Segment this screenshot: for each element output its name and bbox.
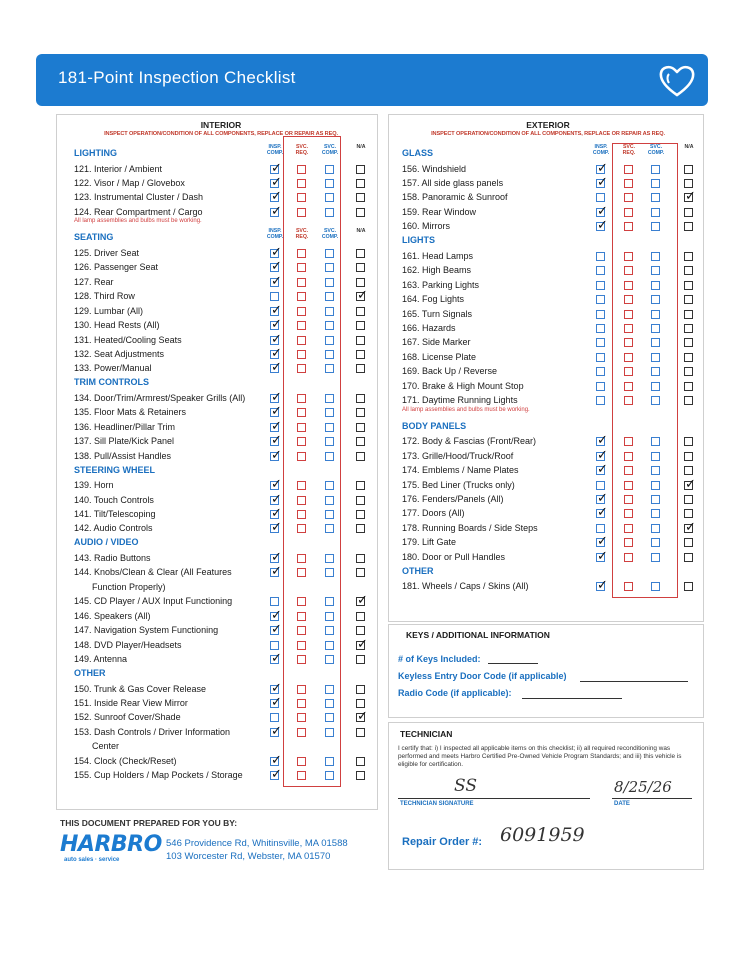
exterior-column bbox=[392, 120, 704, 137]
checkbox-insp[interactable] bbox=[596, 367, 605, 376]
check-mark-icon: ✓ bbox=[271, 621, 282, 637]
item-label: 140. Touch Controls bbox=[74, 494, 154, 505]
item-label: 180. Door or Pull Handles bbox=[402, 551, 506, 562]
interior-column bbox=[64, 120, 378, 137]
signature-label: TECHNICIAN SIGNATURE bbox=[400, 801, 474, 807]
checklist-row bbox=[74, 693, 394, 711]
checkbox-na[interactable] bbox=[356, 699, 365, 708]
check-mark-icon: ✓ bbox=[597, 547, 608, 563]
checkbox-insp[interactable] bbox=[596, 266, 605, 275]
checkbox-na[interactable] bbox=[684, 179, 693, 188]
checklist-row bbox=[74, 650, 394, 667]
checkbox-na[interactable] bbox=[356, 612, 365, 621]
keys-title: KEYS / ADDITIONAL INFORMATION bbox=[406, 630, 550, 640]
checklist-row bbox=[74, 344, 394, 362]
item-label: 147. Navigation System Functioning bbox=[74, 625, 219, 636]
checklist-row bbox=[74, 359, 394, 376]
check-mark-icon: ✓ bbox=[271, 243, 282, 259]
section-note: All lamp assemblies and bulbs must be working. bbox=[402, 406, 530, 413]
checkbox-na[interactable] bbox=[356, 350, 365, 359]
item-label: 153. Dash Controls / Driver Information bbox=[74, 726, 231, 737]
checkbox-na[interactable] bbox=[684, 582, 693, 591]
check-mark-icon: ✓ bbox=[597, 159, 608, 175]
checkbox-na[interactable] bbox=[356, 263, 365, 272]
column-header-svc-req: SVC. REQ. bbox=[622, 144, 636, 156]
checkbox-insp[interactable] bbox=[596, 324, 605, 333]
item-label: 145. CD Player / AUX Input Functioning bbox=[74, 596, 233, 607]
checklist-row bbox=[74, 432, 394, 449]
checkbox-insp[interactable] bbox=[596, 310, 605, 319]
checklist-row bbox=[74, 490, 394, 508]
checkbox-na[interactable] bbox=[356, 336, 365, 345]
item-label: 132. Seat Adjustments bbox=[74, 348, 165, 359]
check-mark-icon: ✓ bbox=[271, 258, 282, 274]
check-mark-icon: ✓ bbox=[597, 202, 608, 218]
check-mark-icon: ✓ bbox=[271, 476, 282, 492]
column-header-na: N/A bbox=[356, 228, 366, 235]
checklist-row bbox=[74, 519, 394, 536]
header-banner bbox=[36, 54, 708, 106]
repair-order-value: 6091959 bbox=[500, 824, 585, 846]
checkbox-na[interactable] bbox=[356, 437, 365, 446]
item-label: Center bbox=[92, 741, 120, 752]
checklist-row bbox=[74, 592, 394, 609]
keyless-label: Keyless Entry Door Code (if applicable) bbox=[398, 671, 567, 681]
check-mark-icon: ✓ bbox=[357, 635, 368, 651]
item-label: 159. Rear Window bbox=[402, 206, 477, 217]
item-label: 138. Pull/Assist Handles bbox=[74, 450, 172, 461]
section-title: SEATING bbox=[74, 232, 114, 243]
checkbox-na[interactable] bbox=[356, 728, 365, 737]
check-mark-icon: ✓ bbox=[271, 202, 282, 218]
check-mark-icon: ✓ bbox=[271, 188, 282, 204]
check-mark-icon: ✓ bbox=[271, 432, 282, 448]
check-mark-icon: ✓ bbox=[271, 606, 282, 622]
section-title: OTHER bbox=[74, 668, 106, 678]
check-mark-icon: ✓ bbox=[597, 446, 608, 462]
technician-signature: SS bbox=[454, 776, 477, 796]
checkbox-insp[interactable] bbox=[596, 252, 605, 261]
heart-icon bbox=[658, 64, 696, 98]
item-label: 161. Head Lamps bbox=[402, 250, 474, 261]
item-label: 170. Brake & High Mount Stop bbox=[402, 380, 524, 391]
checklist-row bbox=[74, 476, 394, 493]
check-mark-icon: ✓ bbox=[597, 577, 608, 593]
checkbox-na[interactable] bbox=[356, 757, 365, 766]
address-line-2: 103 Worcester Rd, Webster, MA 01570 bbox=[166, 851, 331, 862]
check-mark-icon: ✓ bbox=[271, 272, 282, 288]
checklist-row bbox=[74, 316, 394, 333]
checkbox-na[interactable] bbox=[684, 310, 693, 319]
item-label: 178. Running Boards / Side Steps bbox=[402, 522, 538, 533]
item-label: 166. Hazards bbox=[402, 323, 456, 333]
item-label: 146. Speakers (All) bbox=[74, 610, 151, 621]
item-label: 156. Windshield bbox=[402, 163, 467, 174]
item-label: 175. Bed Liner (Trucks only) bbox=[402, 479, 515, 490]
radio-field[interactable] bbox=[522, 698, 622, 699]
column-header-na: N/A bbox=[684, 144, 694, 150]
checklist-row bbox=[74, 635, 394, 653]
checkbox-insp[interactable] bbox=[596, 295, 605, 304]
item-label: 133. Power/Manual bbox=[74, 363, 152, 374]
date-value: 8/25/26 bbox=[614, 778, 672, 796]
checkbox-na[interactable] bbox=[684, 222, 693, 231]
item-label: 139. Horn bbox=[74, 480, 114, 491]
item-label: 126. Passenger Seat bbox=[74, 262, 159, 273]
checkbox-na[interactable] bbox=[684, 509, 693, 518]
check-mark-icon: ✓ bbox=[271, 316, 282, 332]
check-mark-icon: ✓ bbox=[271, 548, 282, 564]
item-label: 136. Headliner/Pillar Trim bbox=[74, 421, 176, 432]
checkbox-insp[interactable] bbox=[596, 396, 605, 405]
interior-heading: INTERIOR bbox=[200, 120, 242, 130]
checklist-row bbox=[74, 679, 394, 697]
repair-order-label: Repair Order #: bbox=[402, 836, 483, 848]
check-mark-icon: ✓ bbox=[271, 159, 282, 175]
checkbox-na[interactable] bbox=[356, 554, 365, 563]
checkbox-na[interactable] bbox=[356, 208, 365, 217]
item-label: 167. Side Marker bbox=[402, 337, 471, 348]
item-label: 125. Driver Seat bbox=[74, 247, 140, 258]
check-mark-icon: ✓ bbox=[271, 446, 282, 462]
checkbox-na[interactable] bbox=[684, 367, 693, 376]
checklist-row bbox=[74, 403, 394, 420]
exterior-subheading: INSPECT OPERATION/CONDITION OF ALL COMPONENTS, REPLACE OR REPAIR AS REQ. bbox=[431, 131, 665, 137]
item-label: 171. Daytime Running Lights bbox=[402, 395, 518, 406]
checkbox-insp[interactable] bbox=[596, 338, 605, 347]
item-label: 148. DVD Player/Headsets bbox=[74, 639, 182, 650]
checklist-row bbox=[74, 272, 394, 290]
check-mark-icon: ✓ bbox=[597, 432, 608, 448]
checkbox-na[interactable] bbox=[684, 295, 693, 304]
item-label: 143. Radio Buttons bbox=[74, 552, 151, 563]
checkbox-na[interactable] bbox=[684, 353, 693, 362]
check-mark-icon: ✓ bbox=[685, 188, 696, 204]
item-label: 173. Grille/Hood/Truck/Roof bbox=[402, 450, 514, 461]
item-label: 158. Panoramic & Sunroof bbox=[402, 192, 508, 203]
checkbox-na[interactable] bbox=[356, 568, 365, 577]
checkbox-na[interactable] bbox=[356, 179, 365, 188]
checkbox-insp[interactable] bbox=[270, 292, 279, 301]
item-label: 124. Rear Compartment / Cargo bbox=[74, 206, 203, 217]
item-label: 154. Clock (Check/Reset) bbox=[74, 755, 177, 766]
section-title: GLASS bbox=[402, 148, 434, 158]
section-title: OTHER bbox=[402, 565, 434, 576]
check-mark-icon: ✓ bbox=[597, 173, 608, 189]
item-label: 174. Emblems / Name Plates bbox=[402, 465, 519, 476]
check-mark-icon: ✓ bbox=[271, 766, 282, 782]
certify-text: I certify that: i) I inspected all applicable items on this checklist; ii) all required reconditioning was performed and meets Harbro Certified Pre-Owned Vehicle Program Standards; and iii) this vehicle is eligible for certification. bbox=[398, 745, 682, 768]
checklist-row bbox=[74, 188, 394, 205]
harbro-logo bbox=[60, 832, 162, 863]
check-mark-icon: ✓ bbox=[271, 563, 282, 579]
checkbox-na[interactable] bbox=[356, 307, 365, 316]
column-header-svc-comp: SVC. COMP. bbox=[321, 144, 339, 156]
checkbox-na[interactable] bbox=[684, 495, 693, 504]
column-header-insp: INSP. COMP. bbox=[592, 144, 610, 156]
logo-text: HARBRO bbox=[60, 832, 162, 857]
check-mark-icon: ✓ bbox=[271, 359, 282, 375]
checkbox-na[interactable] bbox=[356, 452, 365, 461]
section-title: LIGHTS bbox=[402, 235, 435, 246]
checkbox-na[interactable] bbox=[684, 553, 693, 562]
checklist-row bbox=[74, 446, 394, 464]
section-title: BODY PANELS bbox=[402, 420, 467, 431]
checkbox-na[interactable] bbox=[684, 165, 693, 174]
logo-subtext: auto sales · service bbox=[64, 857, 120, 863]
checklist-row bbox=[74, 621, 394, 638]
item-label: 137. Sill Plate/Kick Panel bbox=[74, 436, 175, 447]
signature-line bbox=[398, 798, 590, 799]
checkbox-na[interactable] bbox=[356, 193, 365, 202]
checkbox-na[interactable] bbox=[356, 771, 365, 780]
check-mark-icon: ✓ bbox=[271, 722, 282, 738]
item-label: 142. Audio Controls bbox=[74, 523, 153, 534]
check-mark-icon: ✓ bbox=[271, 693, 282, 709]
checkbox-insp[interactable] bbox=[596, 481, 605, 490]
section-title: LIGHTING bbox=[74, 148, 117, 158]
checkbox-na[interactable] bbox=[356, 364, 365, 373]
check-mark-icon: ✓ bbox=[271, 490, 282, 506]
checklist-row bbox=[74, 722, 394, 740]
item-label: 155. Cup Holders / Map Pockets / Storage bbox=[74, 770, 243, 781]
check-mark-icon: ✓ bbox=[597, 217, 608, 233]
section-title: AUDIO / VIDEO bbox=[74, 537, 139, 548]
checkbox-insp[interactable] bbox=[596, 382, 605, 391]
exterior-heading: EXTERIOR bbox=[526, 120, 570, 130]
check-mark-icon: ✓ bbox=[271, 505, 282, 520]
check-mark-icon: ✓ bbox=[271, 388, 282, 404]
checkbox-na[interactable] bbox=[356, 685, 365, 694]
checkbox-na[interactable] bbox=[684, 252, 693, 261]
checkbox-na[interactable] bbox=[684, 338, 693, 347]
item-label: Function Properly) bbox=[92, 581, 166, 592]
item-label: 176. Fenders/Panels (All) bbox=[402, 494, 504, 504]
checklist-row bbox=[74, 708, 394, 725]
check-mark-icon: ✓ bbox=[271, 650, 282, 666]
checklist-row bbox=[74, 563, 394, 580]
checklist-row bbox=[74, 740, 394, 754]
check-mark-icon: ✓ bbox=[271, 417, 282, 433]
checkbox-na[interactable] bbox=[684, 466, 693, 475]
section-title: TRIM CONTROLS bbox=[74, 377, 149, 388]
date-label: DATE bbox=[614, 801, 630, 807]
item-label: 179. Lift Gate bbox=[402, 537, 457, 548]
item-label: 168. License Plate bbox=[402, 351, 477, 362]
checkbox-na[interactable] bbox=[356, 408, 365, 417]
item-label: 177. Doors (All) bbox=[402, 508, 465, 519]
item-label: 181. Wheels / Caps / Skins (All) bbox=[402, 581, 529, 592]
checklist-row bbox=[74, 417, 394, 435]
technician-title: TECHNICIAN bbox=[400, 729, 453, 739]
checklist-row bbox=[74, 287, 394, 304]
item-label: 150. Trunk & Gas Cover Release bbox=[74, 683, 207, 694]
check-mark-icon: ✓ bbox=[271, 679, 282, 695]
page-title: 181-Point Inspection Checklist bbox=[58, 68, 296, 87]
item-label: 162. High Beams bbox=[402, 265, 472, 276]
check-mark-icon: ✓ bbox=[597, 490, 608, 505]
item-label: 135. Floor Mats & Retainers bbox=[74, 407, 187, 418]
section-title: STEERING WHEEL bbox=[74, 464, 156, 475]
address-line-1: 546 Providence Rd, Whitinsville, MA 01588 bbox=[166, 838, 348, 849]
checklist-row bbox=[74, 301, 394, 319]
checkbox-na[interactable] bbox=[356, 626, 365, 635]
check-mark-icon: ✓ bbox=[271, 519, 282, 535]
checkbox-insp[interactable] bbox=[596, 281, 605, 290]
check-mark-icon: ✓ bbox=[271, 344, 282, 360]
item-label: 123. Instrumental Cluster / Dash bbox=[74, 192, 204, 203]
column-header-na: N/A bbox=[356, 144, 366, 150]
checklist-row bbox=[74, 159, 394, 177]
item-label: 157. All side glass panels bbox=[402, 177, 504, 188]
check-mark-icon: ✓ bbox=[685, 475, 696, 491]
item-label: 129. Lumbar (All) bbox=[74, 305, 144, 316]
column-header-svc-comp: SVC. COMP. bbox=[321, 228, 339, 241]
checklist-row bbox=[74, 243, 394, 261]
checklist-row bbox=[74, 606, 394, 624]
checkbox-na[interactable] bbox=[356, 481, 365, 490]
check-mark-icon: ✓ bbox=[271, 173, 282, 189]
checklist-row bbox=[74, 505, 394, 522]
checkbox-na[interactable] bbox=[684, 208, 693, 217]
checkbox-na[interactable] bbox=[356, 423, 365, 432]
column-header-insp: INSP. COMP. bbox=[266, 228, 284, 241]
item-label: 131. Heated/Cooling Seats bbox=[74, 334, 182, 345]
item-label: 127. Rear bbox=[74, 276, 114, 287]
checkbox-insp[interactable] bbox=[596, 524, 605, 533]
item-label: 144. Knobs/Clean & Clear (All Features bbox=[74, 567, 232, 578]
checkbox-na[interactable] bbox=[356, 496, 365, 505]
num-keys-field[interactable] bbox=[488, 663, 538, 664]
column-header-insp: INSP. COMP. bbox=[266, 144, 284, 156]
item-label: 128. Third Row bbox=[74, 291, 135, 302]
item-label: 134. Door/Trim/Armrest/Speaker Grills (All) bbox=[74, 392, 246, 403]
checkbox-na[interactable] bbox=[684, 452, 693, 461]
checkbox-insp[interactable] bbox=[270, 597, 279, 606]
column-header-svc-req: SVC. REQ. bbox=[295, 228, 309, 241]
item-label: 164. Fog Lights bbox=[402, 294, 465, 305]
exterior-service-frame bbox=[612, 143, 678, 598]
item-label: 122. Visor / Map / Glovebox bbox=[74, 177, 185, 188]
radio-label: Radio Code (if applicable): bbox=[398, 688, 512, 698]
num-keys-label: # of Keys Included: bbox=[398, 654, 481, 664]
checkbox-na[interactable] bbox=[356, 278, 365, 287]
check-mark-icon: ✓ bbox=[685, 518, 696, 534]
checklist-row bbox=[74, 330, 394, 348]
interior-service-frame bbox=[283, 136, 341, 787]
checkbox-na[interactable] bbox=[356, 165, 365, 174]
checklist-row bbox=[74, 173, 394, 191]
column-header-svc-comp: SVC. COMP. bbox=[647, 144, 665, 156]
item-label: 149. Antenna bbox=[74, 654, 128, 665]
checklist-row bbox=[74, 766, 394, 783]
prepared-by-label: THIS DOCUMENT PREPARED FOR YOU BY: bbox=[60, 818, 238, 828]
checkbox-na[interactable] bbox=[684, 437, 693, 446]
checklist-row bbox=[74, 581, 394, 595]
checkbox-na[interactable] bbox=[356, 510, 365, 519]
check-mark-icon: ✓ bbox=[271, 330, 282, 346]
check-mark-icon: ✓ bbox=[597, 461, 608, 477]
interior-subheading: INSPECT OPERATION/CONDITION OF ALL COMPONENTS, REPLACE OR REPAIR AS REQ. bbox=[104, 131, 338, 137]
item-label: 141. Tilt/Telescoping bbox=[74, 509, 156, 519]
item-label: 160. Mirrors bbox=[402, 221, 451, 232]
date-line bbox=[612, 798, 692, 799]
item-label: 121. Interior / Ambient bbox=[74, 163, 163, 174]
checkbox-na[interactable] bbox=[684, 382, 693, 391]
checklist-row bbox=[74, 548, 394, 566]
checkbox-na[interactable] bbox=[356, 655, 365, 664]
check-mark-icon: ✓ bbox=[357, 592, 368, 608]
checkbox-insp[interactable] bbox=[270, 641, 279, 650]
check-mark-icon: ✓ bbox=[271, 403, 282, 419]
checklist-row bbox=[74, 751, 394, 769]
check-mark-icon: ✓ bbox=[357, 708, 368, 724]
checkbox-na[interactable] bbox=[684, 281, 693, 290]
checkbox-insp[interactable] bbox=[596, 193, 605, 202]
checkbox-insp[interactable] bbox=[270, 713, 279, 722]
checklist-row bbox=[74, 388, 394, 406]
checkbox-na[interactable] bbox=[356, 321, 365, 330]
checkbox-na[interactable] bbox=[356, 524, 365, 533]
checkbox-na[interactable] bbox=[684, 538, 693, 547]
check-mark-icon: ✓ bbox=[271, 301, 282, 317]
checkbox-na[interactable] bbox=[684, 266, 693, 275]
checkbox-na[interactable] bbox=[684, 324, 693, 333]
checkbox-na[interactable] bbox=[356, 394, 365, 403]
item-label: 163. Parking Lights bbox=[402, 279, 480, 290]
item-label: 169. Back Up / Reverse bbox=[402, 366, 498, 377]
checkbox-insp[interactable] bbox=[596, 353, 605, 362]
checkbox-na[interactable] bbox=[356, 249, 365, 258]
check-mark-icon: ✓ bbox=[597, 533, 608, 549]
column-header-svc-req: SVC. REQ. bbox=[295, 144, 309, 156]
item-label: 130. Head Rests (All) bbox=[74, 320, 160, 331]
checklist-row bbox=[74, 258, 394, 275]
item-label: 152. Sunroof Cover/Shade bbox=[74, 712, 181, 723]
checkbox-na[interactable] bbox=[684, 396, 693, 405]
item-label: 172. Body & Fascias (Front/Rear) bbox=[402, 436, 537, 447]
keyless-field[interactable] bbox=[580, 681, 688, 682]
check-mark-icon: ✓ bbox=[271, 751, 282, 767]
check-mark-icon: ✓ bbox=[357, 287, 368, 303]
section-note: All lamp assemblies and bulbs must be working. bbox=[74, 218, 202, 225]
check-mark-icon: ✓ bbox=[597, 504, 608, 520]
item-label: 151. Inside Rear View Mirror bbox=[74, 697, 188, 708]
item-label: 165. Turn Signals bbox=[402, 308, 473, 319]
